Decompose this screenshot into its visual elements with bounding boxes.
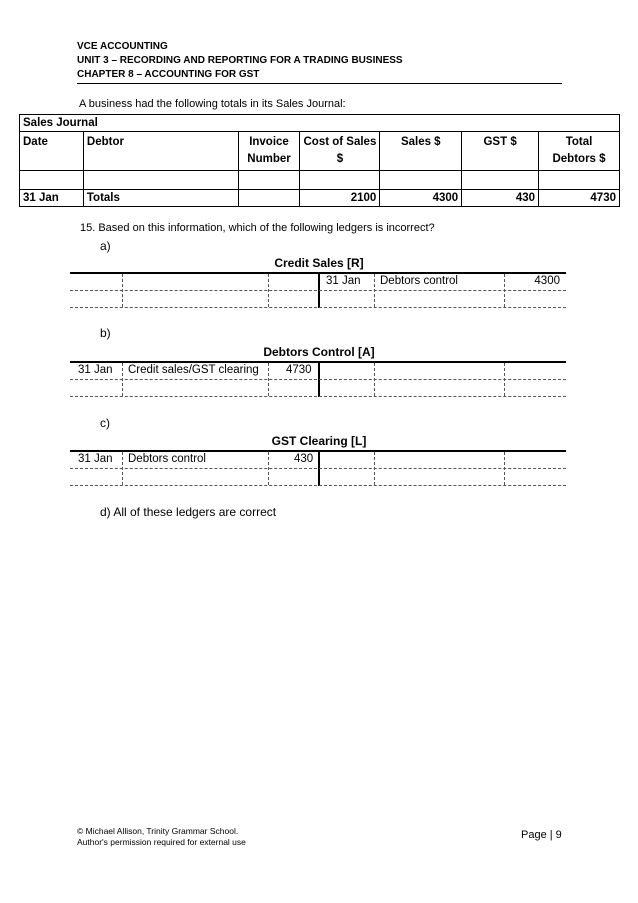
col-gst: GST $ (462, 132, 539, 171)
ledger-b-date: 31 Jan (78, 364, 113, 376)
totals-total: 4730 (539, 190, 620, 207)
ledger-c-detail: Debtors control (128, 453, 206, 465)
header-line-3: CHAPTER 8 – ACCOUNTING FOR GST (77, 69, 260, 80)
ledger-a-detail: Debtors control (380, 275, 458, 287)
col-invoice-line2: Number (247, 153, 291, 165)
ledger-b (70, 361, 566, 397)
col-cost-line1: Cost of Sales (303, 136, 377, 148)
col-total-debtors (539, 132, 620, 171)
col-cost-of-sales (300, 132, 380, 171)
intro-text: A business had the following totals in its Sales Journal: (79, 98, 346, 110)
header-line-1: VCE ACCOUNTING (77, 41, 168, 52)
ledger-b-amount: 4730 (286, 364, 312, 376)
totals-invoice (238, 190, 300, 207)
totals-date: 31 Jan (20, 190, 84, 207)
option-d-text: d) All of these ledgers are correct (100, 505, 277, 519)
ledger-b-title: Debtors Control [A] (263, 345, 375, 359)
col-cost-line2: $ (336, 153, 344, 165)
table-row-empty (20, 171, 620, 190)
option-a-label: a) (100, 239, 111, 253)
col-debtor: Debtor (83, 132, 238, 171)
col-total-line2: Debtors $ (552, 153, 606, 165)
col-total-line1: Total (565, 136, 593, 148)
totals-gst: 430 (462, 190, 539, 207)
ledger-b-detail: Credit sales/GST clearing (128, 364, 259, 376)
option-b-label: b) (100, 326, 111, 340)
sales-journal-table (19, 114, 620, 207)
col-sales: Sales $ (380, 132, 462, 171)
totals-cost: 2100 (300, 190, 380, 207)
ledger-a-date: 31 Jan (326, 275, 361, 287)
ledger-c-amount: 430 (294, 453, 314, 465)
question-text: 15. Based on this information, which of the following ledgers is incorrect? (80, 222, 435, 234)
ledger-c-title: GST Clearing [L] (271, 434, 367, 448)
totals-sales: 4300 (380, 190, 462, 207)
col-invoice (238, 132, 300, 171)
ledger-c (70, 450, 566, 486)
ledger-a-title: Credit Sales [R] (274, 256, 364, 270)
table-header-row (20, 132, 620, 171)
footer-line-2: Author's permission required for external use (77, 837, 246, 847)
header-rule (77, 83, 562, 84)
totals-debtor: Totals (83, 190, 238, 207)
col-date: Date (20, 132, 84, 171)
ledger-a-amount: 4300 (534, 275, 560, 287)
footer-copyright (77, 826, 246, 848)
ledger-c-date: 31 Jan (78, 453, 113, 465)
col-invoice-line1: Invoice (249, 136, 289, 148)
table-row-totals (20, 190, 620, 207)
ledger-a (70, 272, 566, 308)
option-c-label: c) (100, 416, 110, 430)
page-number: Page | 9 (521, 829, 562, 841)
header-line-2: UNIT 3 – RECORDING AND REPORTING FOR A TRADING BUSINESS (77, 55, 403, 66)
footer-line-1: © Michael Allison, Trinity Grammar School. (77, 826, 239, 836)
sales-journal-title: Sales Journal (20, 115, 620, 132)
